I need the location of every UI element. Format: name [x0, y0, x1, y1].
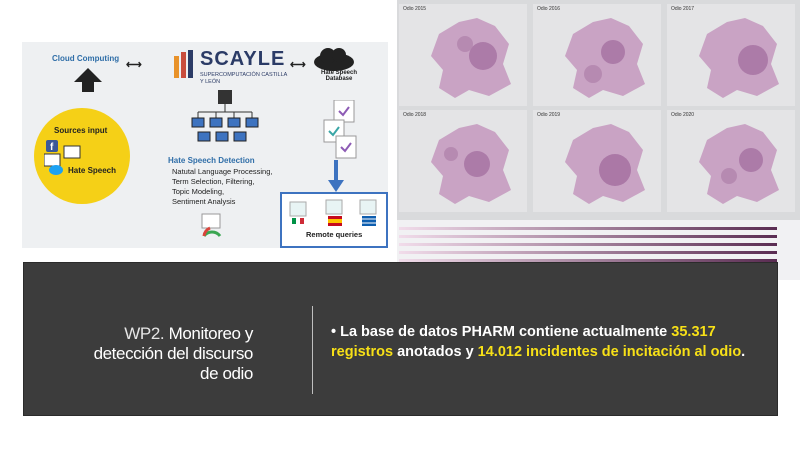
bidirectional-arrow-icon: ⟷	[290, 59, 306, 71]
highlight-registros: 35.317 registros	[331, 324, 716, 360]
pharm-summary-text	[331, 322, 751, 362]
sources-input-label: Sources input	[54, 126, 108, 135]
map-panel	[399, 4, 527, 106]
wp2-summary-panel	[24, 263, 777, 415]
map-title: Odio 2016	[537, 6, 561, 12]
scayle-logo	[174, 48, 294, 88]
scayle-mark-icon	[174, 50, 196, 80]
document-check-icon	[322, 100, 362, 160]
europe-map-icon	[667, 110, 795, 212]
map-title: Odio 2019	[537, 112, 561, 118]
europe-map-icon	[399, 4, 527, 106]
summary-text-part: La base de datos PHARM contiene actualmente	[340, 324, 668, 340]
detection-line: Topic Modeling,	[172, 187, 225, 196]
database-cloud-icon	[312, 46, 356, 72]
scayle-subtitle: SUPERCOMPUTACIÓN CASTILLA Y LEÓN	[200, 72, 287, 85]
europe-map-icon	[667, 4, 795, 106]
remote-queries-label: Remote queries	[306, 230, 363, 239]
map-panel	[399, 110, 527, 212]
summary-text-part: anotados y	[397, 344, 474, 360]
remote-queries-box	[280, 192, 388, 248]
wp2-title-line: de odio	[200, 364, 253, 383]
detection-title: Hate Speech Detection	[168, 156, 255, 165]
hate-maps-image	[397, 0, 800, 280]
vertical-divider	[312, 306, 313, 394]
bullet-icon: •	[331, 324, 337, 340]
map-panel	[533, 4, 661, 106]
europe-map-icon	[533, 4, 661, 106]
detection-line: Natutal Language Processing,	[172, 167, 273, 176]
hs-database-label: Hate Speech Database	[320, 70, 357, 82]
server-cluster-icon	[190, 90, 260, 148]
summary-text-part: .	[741, 344, 746, 360]
detection-line: Term Selection, Filtering,	[172, 177, 255, 186]
wp2-title-line: detección del discurso	[93, 344, 253, 363]
sources-hate-speech-label: Hate Speech	[68, 166, 117, 175]
scayle-wordmark: SCAYLE	[200, 48, 286, 70]
map-title: Odio 2015	[403, 6, 427, 12]
map-panel	[533, 110, 661, 212]
highlight-incidentes: 14.012 incidentes de incitación al odio	[477, 344, 742, 360]
down-arrow-icon	[328, 160, 344, 192]
bidirectional-arrow-icon: ⟷	[126, 59, 142, 71]
europe-map-icon	[399, 110, 527, 212]
wp2-title-line: Monitoreo y	[168, 324, 253, 343]
map-panel	[667, 110, 795, 212]
map-panel	[667, 4, 795, 106]
map-title: Odio 2018	[403, 112, 427, 118]
sources-input-circle	[34, 108, 130, 204]
map-title: Odio 2017	[671, 6, 695, 12]
upload-arrow-icon	[68, 66, 108, 94]
svg-text:f: f	[50, 142, 54, 153]
language-flags-icons	[288, 198, 380, 228]
europe-map-icon	[533, 110, 661, 212]
wp2-prefix: WP2.	[124, 324, 165, 343]
wp2-title	[94, 324, 253, 384]
cloud-computing-label: Cloud Computing	[52, 54, 120, 63]
twitter-bird-icon	[48, 164, 64, 176]
sentiment-icon	[198, 212, 226, 240]
map-title: Odio 2020	[671, 112, 695, 118]
architecture-diagram	[22, 42, 388, 248]
detection-line: Sentiment Analysis	[172, 197, 236, 206]
